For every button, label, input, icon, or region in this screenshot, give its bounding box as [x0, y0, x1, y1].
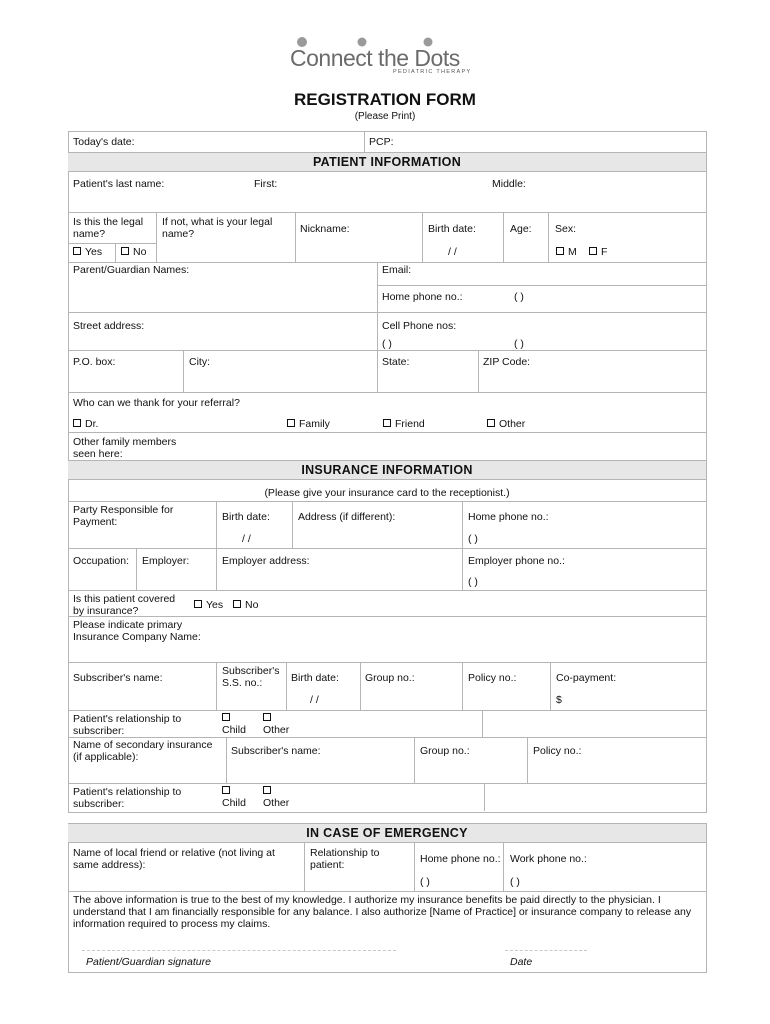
- ins-birth-date-field[interactable]: Birth date:: [222, 511, 270, 523]
- group-no-field[interactable]: Group no.:: [365, 672, 415, 684]
- divider: [286, 662, 287, 710]
- divider: [304, 843, 305, 891]
- divider: [136, 548, 137, 590]
- divider: [377, 285, 706, 286]
- divider: [68, 590, 706, 591]
- subscriber-birth-field[interactable]: Birth date:: [291, 672, 339, 684]
- divider: [295, 212, 296, 262]
- secondary-insurance-field[interactable]: Name of secondary insurance (if applicable):: [73, 739, 213, 763]
- primary-insurance-field[interactable]: Please indicate primary Insurance Company Name:: [73, 619, 201, 643]
- checkbox-icon: [556, 247, 564, 255]
- pcp-field[interactable]: PCP:: [369, 136, 394, 148]
- divider: [68, 501, 706, 502]
- covered-no-checkbox[interactable]: [233, 599, 258, 611]
- divider: [68, 662, 706, 663]
- age-field[interactable]: Age:: [510, 223, 532, 235]
- patient-section-header: PATIENT INFORMATION: [68, 152, 706, 172]
- checkbox-label: Yes: [206, 599, 224, 611]
- legal-yes-checkbox[interactable]: [73, 246, 102, 258]
- checkbox-label: F: [601, 246, 608, 258]
- divider: [292, 501, 293, 548]
- employer-phone-field[interactable]: Employer phone no.:: [468, 555, 565, 567]
- divider: [68, 212, 706, 213]
- authorization-statement: The above information is true to the best of my knowledge. I authorize my insurance benefits be paid directly to the physician. I understand that I am financially responsible for any balance. I also authorize [Name of Practice] or insurance company to release any information required to process my claims.: [73, 894, 692, 930]
- divider: [68, 243, 156, 244]
- emergency-home-phone-field[interactable]: Home phone no.:: [420, 853, 501, 865]
- local-friend-field[interactable]: Name of local friend or relative (not living at same address):: [73, 847, 275, 871]
- party-responsible-field[interactable]: Party Responsible for Payment:: [73, 504, 174, 528]
- referral-dr-checkbox[interactable]: [73, 418, 98, 430]
- checkbox-icon: [121, 247, 129, 255]
- home-phone-parens: ( ): [514, 291, 524, 303]
- referral-other-checkbox[interactable]: [487, 418, 525, 430]
- checkbox-label: No: [245, 599, 259, 611]
- insurance-note: (Please give your insurance card to the receptionist.): [264, 487, 510, 499]
- copay-dollar: $: [556, 694, 562, 706]
- divider: [462, 662, 463, 710]
- logo-tagline: PEDIATRIC THERAPY: [393, 69, 472, 75]
- zip-field[interactable]: ZIP Code:: [483, 356, 531, 368]
- sex-label: Sex:: [555, 223, 577, 235]
- checkbox-label: No: [133, 246, 147, 258]
- policy-no-field[interactable]: Policy no.:: [468, 672, 517, 684]
- relationship2-child-checkbox[interactable]: [222, 785, 246, 809]
- checkbox-label: Other: [263, 724, 290, 736]
- sec-group-field[interactable]: Group no.:: [420, 745, 470, 757]
- street-address-field[interactable]: Street address:: [73, 320, 145, 332]
- legal-name-field[interactable]: If not, what is your legal name?: [162, 216, 273, 240]
- divider: [462, 501, 463, 590]
- checkbox-icon: [194, 600, 202, 608]
- divider: [377, 312, 378, 350]
- form-title: REGISTRATION FORM: [294, 90, 476, 109]
- state-field[interactable]: State:: [382, 356, 410, 368]
- divider: [68, 891, 706, 892]
- emergency-work-parens: ( ): [510, 876, 520, 888]
- other-family-field[interactable]: Other family members seen here:: [73, 436, 177, 460]
- checkbox-label: Child: [222, 797, 246, 809]
- divider: [68, 312, 706, 313]
- divider: [68, 432, 706, 433]
- sex-female-checkbox[interactable]: [589, 246, 607, 258]
- birth-date-slashes: / /: [448, 246, 457, 258]
- emergency-relationship-field[interactable]: Relationship to patient:: [310, 847, 380, 871]
- emergency-section-header: IN CASE OF EMERGENCY: [68, 824, 706, 843]
- relationship-other-checkbox[interactable]: [263, 712, 289, 736]
- referral-question: Who can we thank for your referral?: [73, 397, 240, 409]
- copay-field[interactable]: Co-payment:: [556, 672, 617, 684]
- checkbox-icon: [73, 419, 81, 427]
- divider: [216, 662, 217, 710]
- divider: [115, 243, 116, 262]
- covered-question: Is this patient covered by insurance?: [73, 593, 176, 617]
- divider: [478, 350, 479, 392]
- birth-date-field[interactable]: Birth date:: [428, 223, 476, 235]
- referral-friend-checkbox[interactable]: [383, 418, 425, 430]
- nickname-field[interactable]: Nickname:: [300, 223, 350, 235]
- covered-yes-checkbox[interactable]: [194, 599, 223, 611]
- divider: [68, 548, 706, 549]
- subscriber-ss-field[interactable]: Subscriber's S.S. no.:: [222, 665, 280, 689]
- divider: [414, 843, 415, 891]
- ins-home-phone-parens: ( ): [468, 533, 478, 545]
- occupation-field[interactable]: Occupation:: [73, 555, 130, 567]
- legal-name-question: Is this the legal name?: [73, 216, 144, 240]
- parent-names-field[interactable]: Parent/Guardian Names:: [73, 264, 190, 276]
- checkbox-icon: [222, 713, 230, 721]
- email-field[interactable]: Email:: [382, 264, 412, 276]
- ins-address-field[interactable]: Address (if different):: [298, 511, 396, 523]
- divider: [226, 737, 227, 783]
- divider: [68, 350, 706, 351]
- last-name-field[interactable]: Patient's last name:: [73, 178, 165, 190]
- cell-phone-parens-1: ( ): [382, 338, 392, 350]
- sub-birth-slashes: / /: [310, 694, 319, 706]
- insurance-section-header: INSURANCE INFORMATION: [68, 460, 706, 480]
- signature-label: Patient/Guardian signature: [86, 956, 211, 968]
- sex-male-checkbox[interactable]: [556, 246, 577, 258]
- todays-date-field[interactable]: Today's date:: [73, 136, 135, 148]
- divider: [377, 350, 378, 392]
- home-phone-field[interactable]: Home phone no.:: [382, 291, 463, 303]
- logo: [290, 36, 490, 78]
- divider: [68, 616, 706, 617]
- divider: [503, 843, 504, 891]
- referral-family-checkbox[interactable]: [287, 418, 330, 430]
- relationship-label-2: Patient's relationship to subscriber:: [73, 786, 182, 810]
- divider: [548, 212, 549, 262]
- checkbox-label: M: [568, 246, 577, 258]
- logo-brand: Connect the Dots: [290, 45, 460, 71]
- sec-policy-field[interactable]: Policy no.:: [533, 745, 582, 757]
- divider: [360, 662, 361, 710]
- divider: [68, 710, 706, 711]
- divider: [503, 212, 504, 262]
- checkbox-icon: [222, 786, 230, 794]
- legal-no-checkbox[interactable]: [121, 246, 146, 258]
- ins-home-phone-field[interactable]: Home phone no.:: [468, 511, 549, 523]
- date-line[interactable]: [505, 950, 587, 951]
- checkbox-icon: [233, 600, 241, 608]
- divider: [183, 350, 184, 392]
- employer-address-field[interactable]: Employer address:: [222, 555, 310, 567]
- divider: [68, 737, 706, 738]
- middle-name-field[interactable]: Middle:: [492, 178, 526, 190]
- divider: [364, 131, 365, 152]
- checkbox-icon: [287, 419, 295, 427]
- divider: [216, 501, 217, 548]
- emergency-home-parens: ( ): [420, 876, 430, 888]
- cell-phone-field[interactable]: Cell Phone nos:: [382, 320, 457, 332]
- checkbox-icon: [487, 419, 495, 427]
- divider: [414, 737, 415, 783]
- checkbox-icon: [73, 247, 81, 255]
- checkbox-label: Yes: [85, 246, 103, 258]
- relationship2-other-checkbox[interactable]: [263, 785, 289, 809]
- divider: [484, 783, 485, 811]
- divider: [156, 212, 157, 262]
- employer-phone-parens: ( ): [468, 576, 478, 588]
- divider: [422, 212, 423, 262]
- divider: [68, 392, 706, 393]
- signature-line[interactable]: [82, 950, 396, 951]
- divider: [216, 548, 217, 590]
- form-subtitle: (Please Print): [354, 111, 416, 122]
- divider: [482, 710, 483, 737]
- sec-subscriber-field[interactable]: Subscriber's name:: [231, 745, 321, 757]
- checkbox-icon: [383, 419, 391, 427]
- relationship-label: Patient's relationship to subscriber:: [73, 713, 182, 737]
- divider: [68, 783, 706, 784]
- checkbox-icon: [263, 713, 271, 721]
- divider: [68, 262, 706, 263]
- checkbox-label: Child: [222, 724, 246, 736]
- divider: [377, 262, 378, 312]
- divider: [527, 737, 528, 783]
- checkbox-label: Dr.: [85, 418, 99, 430]
- checkbox-icon: [589, 247, 597, 255]
- employer-field[interactable]: Employer:: [142, 555, 190, 567]
- cell-phone-parens-2: ( ): [514, 338, 524, 350]
- checkbox-icon: [263, 786, 271, 794]
- relationship-child-checkbox[interactable]: [222, 712, 246, 736]
- emergency-work-phone-field[interactable]: Work phone no.:: [510, 853, 587, 865]
- city-field[interactable]: City:: [189, 356, 210, 368]
- po-box-field[interactable]: P.O. box:: [73, 356, 116, 368]
- checkbox-label: Other: [499, 418, 526, 430]
- subscriber-name-field[interactable]: Subscriber's name:: [73, 672, 163, 684]
- divider: [550, 662, 551, 710]
- checkbox-label: Other: [263, 797, 290, 809]
- ins-birth-slashes: / /: [242, 533, 251, 545]
- date-label: Date: [510, 956, 533, 968]
- checkbox-label: Family: [299, 418, 330, 430]
- first-name-field[interactable]: First:: [254, 178, 278, 190]
- checkbox-label: Friend: [395, 418, 425, 430]
